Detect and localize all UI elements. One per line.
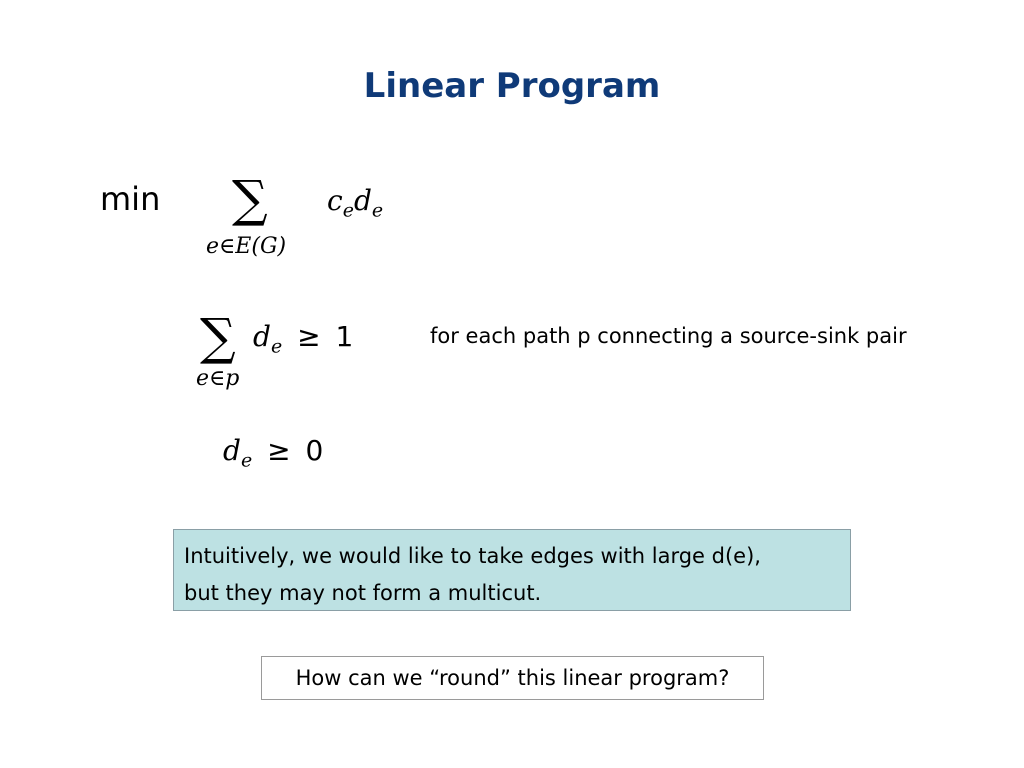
constraint2-subscript: e xyxy=(240,449,253,472)
cost-variable: c xyxy=(327,184,343,217)
cost-subscript: e xyxy=(342,199,354,222)
constraint2-variable: d xyxy=(223,434,241,467)
note-line-2: but they may not form a multicut. xyxy=(184,581,542,605)
constraint2-relation: ≥ xyxy=(267,434,291,467)
constraint1-variable: d xyxy=(253,320,271,353)
objective-term xyxy=(327,184,383,222)
slide-title: Linear Program xyxy=(363,66,661,106)
min-label: min xyxy=(100,180,161,218)
constraint2-rhs: 0 xyxy=(305,434,324,467)
objective-sum-symbol: ∑ xyxy=(232,170,268,228)
intuition-note-box xyxy=(173,529,851,611)
constraint1-rhs: 1 xyxy=(335,320,354,353)
constraint1-description: for each path p connecting a source-sink pair xyxy=(430,324,907,348)
objective-sum-subscript: e∈E(G) xyxy=(206,234,287,259)
constraint-sum-symbol: ∑ xyxy=(200,308,236,366)
note-line-1: Intuitively, we would like to take edges with large d(e), xyxy=(184,544,761,568)
length-variable: d xyxy=(353,184,372,217)
constraint2-expression xyxy=(223,434,323,472)
constraint-sum-subscript: e∈p xyxy=(196,366,240,391)
constraint1-expression xyxy=(253,320,353,358)
rounding-question-box: How can we “round” this linear program? xyxy=(261,656,764,700)
constraint1-relation: ≥ xyxy=(297,320,321,353)
length-subscript: e xyxy=(371,199,384,222)
constraint1-subscript: e xyxy=(270,335,283,358)
